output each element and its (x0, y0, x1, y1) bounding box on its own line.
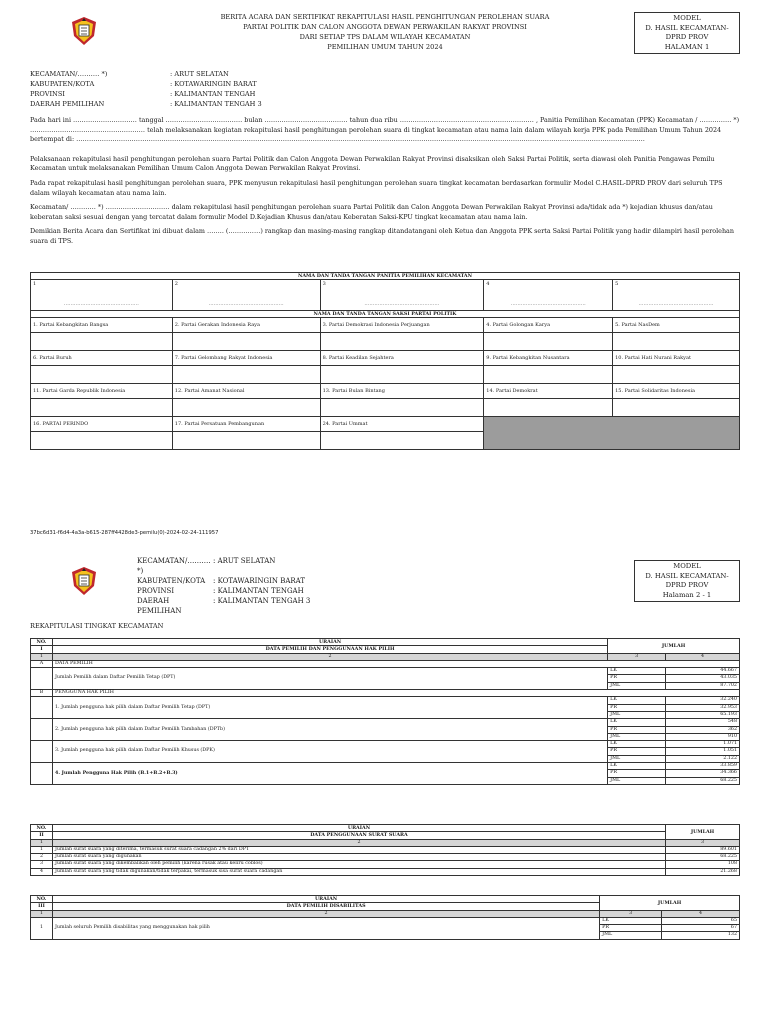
signature-space (320, 366, 484, 384)
subsection-no: B (31, 690, 53, 697)
section-title: DATA PEMILIH DISABILITAS (52, 903, 599, 910)
col-jumlah: JUMLAH (666, 825, 740, 840)
saksi-header: NAMA DAN TANDA TANGAN SAKSI PARTAI POLITIK (31, 311, 740, 318)
kpu-logo (70, 566, 98, 596)
signature-space (31, 333, 173, 351)
model-line: MODEL (673, 562, 701, 570)
party-name: 6. Partai Buruh (31, 351, 173, 366)
ppk-signature-cell (613, 280, 740, 311)
paragraph: Demikian Berita Acara dan Sertifikat ini dibuat dalam …….. (……………) rangkap dan masing-masing rangkap ditandatangani oleh Ketua dan Anggota PPK serta Saksi Partai Politik yang hadir dilampiri hasil perolehan suara di TPS. (30, 227, 734, 245)
info-value: : KALIMANTAN TENGAH (170, 90, 256, 98)
info-value: : KOTAWARINGIN BARAT (213, 577, 306, 585)
value-cell: 43.035 (666, 675, 740, 682)
model-line: D. HASIL KECAMATAN- (645, 23, 729, 32)
model-line: Halaman 2 - 1 (662, 590, 712, 599)
ppk-number: 4 (486, 281, 490, 287)
signature-space (172, 432, 320, 450)
party-name: 24. Partai Ummat (320, 417, 484, 432)
region-info-page2 (137, 556, 310, 616)
row-no: 2 (31, 854, 53, 861)
gender-label: PR (608, 675, 666, 682)
gender-label: JML (608, 711, 666, 718)
info-label: KABUPATEN/KOTA (137, 577, 206, 585)
value-cell: 89.601 (666, 846, 740, 853)
gender-label: LK (608, 697, 666, 704)
ppk-number: 2 (174, 281, 178, 287)
value-cell: 2.122 (666, 755, 740, 762)
party-name: 8. Partai Keadilan Sejahtera (320, 351, 484, 366)
paragraph: Kecamatan/ ………… *) ………………………… dalam rekapitulasi hasil penghitungan perolehan suara Partai Politik dan Calon Anggota Dewan Perwakilan Rakyat Provinsi ada/tidak ada *) kejadian khusus dan/atau keberatan saksi sesuai dengan yang tercatat dalam formulir Model D.Kejadian Khusus dan/atau Keberatan Saksi-KPU tingkat kecamatan atau nama lain. (30, 203, 713, 221)
table-row (31, 763, 740, 770)
model-line: MODEL (673, 14, 701, 22)
ppk-signature-cell (484, 280, 613, 311)
signature-space (484, 399, 613, 417)
row-label: Jumlah Pemilih dalam Daftar Pemilih Tetap (DPT) (52, 668, 607, 690)
gender-label: PR (608, 748, 666, 755)
col-index: 3 (600, 910, 662, 917)
table-row (31, 861, 740, 868)
signature-line: ……………………………………… (364, 301, 440, 307)
value-cell: 362 (666, 726, 740, 733)
info-value: : KALIMANTAN TENGAH 3 (213, 597, 311, 605)
party-name: 5. Partai NasDem (613, 318, 740, 333)
value-cell: 87.702 (666, 682, 740, 689)
section-no: II (31, 832, 53, 839)
party-name: 11. Partai Garda Republik Indonesia (31, 384, 173, 399)
region-info (30, 69, 262, 109)
table-row (31, 846, 740, 853)
info-value: : KOTAWARINGIN BARAT (170, 80, 257, 88)
gender-label: JML (608, 755, 666, 762)
info-label: KECAMATAN/………. *) (30, 70, 108, 78)
model-box (634, 560, 740, 602)
empty-cell (31, 741, 53, 763)
info-label: DAERAH PEMILIHAN (30, 100, 105, 108)
model-line: D. HASIL KECAMATAN- (645, 571, 729, 580)
ppk-number: 3 (322, 281, 326, 287)
value-cell: 68.225 (666, 777, 740, 784)
paragraph: Pada hari ini ………………………… tanggal ……………………………… bulan ………………………………… tahun dua ribu ……………………………………………………… , Panitia Pemilihan Kecamatan (PPK) Kecamatan / …………… *) ……………………………………………… telah melaksanakan kegiatan rekapitulasi hasil penghitungan perolehan suara di tingkat kecamatan atau nama lain dalam wilayah kerja PPK pada Pemilihan Umum Tahun 2024 bertempat di: …………………………………………………………………………………………………………………………………………………………………………………………………………………………………………… (30, 116, 740, 144)
party-name: 13. Partai Bulan Bintang (320, 384, 484, 399)
gender-label: PR (608, 726, 666, 733)
model-line: HALAMAN 1 (664, 42, 710, 51)
value-cell: 33.859 (666, 763, 740, 770)
party-name: 16. PARTAI PERINDO (31, 417, 173, 432)
title-line: PEMILIHAN UMUM TAHUN 2024 (327, 43, 443, 51)
paragraph: Pelaksanaan rekapitulasi hasil penghitungan perolehan suara Partai Politik dan Calon Anggota Dewan Perwakilan Rakyat Provinsi disaksikan oleh Saksi Partai Politik, serta diawasi oleh Panitia Pengawas Pemilu Kecamatan untuk melaksanakan Pemilihan Umum Calon Anggota Dewan Perwakilan Rakyat Provinsi. (30, 154, 715, 173)
signature-space (31, 366, 173, 384)
gender-label: JML (608, 682, 666, 689)
col-index: 2 (52, 839, 665, 846)
col-no: NO. (31, 825, 53, 832)
value-cell: 910 (666, 733, 740, 740)
gender-label: LK (608, 741, 666, 748)
info-value: : KALIMANTAN TENGAH (213, 587, 304, 595)
row-label: 3. Jumlah pengguna hak pilih dalam Daftar Pemilih Khusus (DPK) (52, 741, 607, 763)
signature-space (484, 366, 613, 384)
signature-space (320, 333, 484, 351)
voter-usage-rows (31, 697, 740, 785)
row-label: Jumlah surat suara yang digunakan (52, 854, 665, 861)
title-line: BERITA ACARA DAN SERTIFIKAT REKAPITULASI HASIL PENGHITUNGAN PEROLEHAN SUARA (220, 13, 550, 21)
signature-line: ……………………………………… (638, 301, 714, 307)
empty-cell (31, 668, 53, 690)
gender-label: JML (600, 932, 662, 939)
value-cell: 34.366 (666, 770, 740, 777)
signature-space (172, 333, 320, 351)
row-no: 3 (31, 861, 53, 868)
signature-space (320, 432, 484, 450)
title-line: PARTAI POLITIK DAN CALON ANGGOTA DEWAN PERWAKILAN RAKYAT PROVINSI (243, 23, 527, 31)
value-cell: 108 (666, 861, 740, 868)
table-row (31, 741, 740, 748)
party-name: 15. Partai Solidaritas Indonesia (613, 384, 740, 399)
table-row (31, 854, 740, 861)
gender-label: PR (600, 925, 662, 932)
col-index: 3 (666, 839, 740, 846)
col-index: 3 (608, 653, 666, 660)
party-name: 2. Partai Gerakan Indonesia Raya (172, 318, 320, 333)
info-label: PROVINSI (137, 587, 175, 595)
signature-space (31, 399, 173, 417)
party-name: 17. Partai Persatuan Pembangunan (172, 417, 320, 432)
signature-space (172, 366, 320, 384)
row-label: Jumlah surat suara yang tidak digunakan/tidak terpakai, termasuk sisa surat suara cadangan (52, 868, 665, 875)
info-label: KABUPATEN/KOTA (30, 80, 95, 88)
col-uraian: URAIAN (52, 639, 607, 646)
model-line: DPRD PROV (665, 33, 709, 41)
signature-line: ……………………………………… (208, 301, 284, 307)
row-no: 1 (31, 846, 53, 853)
document-title (190, 12, 580, 52)
party-name: 7. Partai Gelombang Rakyat Indonesia (172, 351, 320, 366)
signature-space (484, 333, 613, 351)
empty-cell (31, 719, 53, 741)
section-title: DATA PEMILIH DAN PENGGUNAAN HAK PILIH (52, 646, 607, 653)
ppk-signature-cell (31, 280, 173, 311)
table-row (31, 697, 740, 704)
empty-cell (31, 697, 53, 719)
party-name: 3. Partai Demokrasi Indonesia Perjuangan (320, 318, 484, 333)
section-title: DATA PENGGUNAAN SURAT SUARA (52, 832, 665, 839)
ppk-header: NAMA DAN TANDA TANGAN PANITIA PEMILIHAN KECAMATAN (31, 273, 740, 280)
info-label: PROVINSI (30, 90, 65, 98)
value-cell: 21.268 (666, 868, 740, 875)
party-name: 1. Partai Kebangkitan Bangsa (31, 318, 173, 333)
row-label: 2. Jumlah pengguna hak pilih dalam Daftar Pemilih Tambahan (DPTb) (52, 719, 607, 741)
col-jumlah: JUMLAH (608, 639, 740, 654)
party-name: 12. Partai Amanat Nasional (172, 384, 320, 399)
party-name: 9. Partai Kebangkitan Nusantara (484, 351, 613, 366)
value-cell: 65.193 (666, 711, 740, 718)
empty-cell (31, 763, 53, 785)
col-index: 1 (31, 910, 53, 917)
ppk-number: 1 (33, 281, 37, 287)
subsection-label: DATA PEMILIH (52, 660, 739, 667)
signature-space (613, 333, 740, 351)
table-row (31, 868, 740, 875)
row-label: Jumlah surat suara yang dikembalikan oleh pemilih (karena rusak atau keliru coblos) (52, 861, 665, 868)
value-cell: 65 (662, 917, 740, 924)
subsection-label: PENGGUNA HAK PILIH (52, 690, 739, 697)
gender-label: JML (608, 777, 666, 784)
value-cell: 548 (666, 719, 740, 726)
col-uraian: URAIAN (52, 896, 599, 903)
signature-space (31, 432, 173, 450)
signature-line: ……………………………………… (510, 301, 586, 307)
col-no: NO. (31, 639, 53, 646)
rekap-title: REKAPITULASI TINGKAT KECAMATAN (30, 622, 164, 630)
section-no: I (31, 646, 53, 653)
document-id: 37bc6d31-f6d4-4a3a-b615-287ff4428de3-pemilu(0)-2024-02-24-111957 (30, 530, 219, 536)
signature-table (30, 272, 740, 450)
value-cell: 1.051 (666, 748, 740, 755)
gender-label: LK (608, 719, 666, 726)
value-cell: 32.240 (666, 697, 740, 704)
party-name: 10. Partai Hati Nurani Rakyat (613, 351, 740, 366)
signature-space (613, 366, 740, 384)
info-value: : KALIMANTAN TENGAH 3 (170, 100, 262, 108)
col-uraian: URAIAN (52, 825, 665, 832)
row-no: 1 (31, 917, 53, 939)
value-cell: 1.071 (666, 741, 740, 748)
paragraph: Pada rapat rekapitulasi hasil penghitungan perolehan suara, PPK menyusun rekapitulasi hasil penghitungan perolehan suara tingkat kecamatan berdasarkan formulir Model C.HASIL-DPRD PROV dari seluruh TPS dalam wilayah kecamatan atau nama lain. (30, 178, 723, 197)
section-no: III (31, 903, 53, 910)
model-line: DPRD PROV (665, 581, 709, 589)
gender-label: PR (608, 770, 666, 777)
gender-label: LK (608, 668, 666, 675)
gender-label: LK (600, 917, 662, 924)
info-value: : ARUT SELATAN (170, 70, 229, 78)
value-cell: 68.225 (666, 854, 740, 861)
info-label: KECAMATAN/………. *) (137, 557, 211, 575)
signature-space (172, 399, 320, 417)
row-no: 4 (31, 868, 53, 875)
col-index: 2 (52, 653, 607, 660)
party-name: 4. Partai Golongan Karya (484, 318, 613, 333)
value-cell: 32.953 (666, 704, 740, 711)
ppk-signature-cell (320, 280, 484, 311)
value-cell: 44.667 (666, 668, 740, 675)
value-cell: 132 (662, 932, 740, 939)
report-paragraphs (30, 116, 742, 252)
table-disability-voters (30, 895, 740, 940)
value-cell: 67 (662, 925, 740, 932)
model-box (634, 12, 740, 54)
gender-label: LK (608, 763, 666, 770)
table-ballot-usage (30, 824, 740, 876)
ppk-number: 5 (615, 281, 619, 287)
col-index: 2 (52, 910, 599, 917)
col-index: 4 (662, 910, 740, 917)
info-value: : ARUT SELATAN (213, 557, 276, 565)
kpu-logo (70, 16, 98, 46)
gender-label: PR (608, 704, 666, 711)
signature-line: ……………………………………… (63, 301, 139, 307)
table-row (31, 719, 740, 726)
table-voter-data (30, 638, 740, 785)
title-line: DARI SETIAP TPS DALAM WILAYAH KECAMATAN (299, 33, 471, 41)
unused-cell (484, 417, 740, 450)
row-label: 4. Jumlah Pengguna Hak Pilih (B.1+B.2+B.3) (52, 763, 607, 785)
subsection-no: A (31, 660, 53, 667)
col-index: 1 (31, 653, 53, 660)
ballot-rows (31, 846, 740, 875)
col-no: NO. (31, 896, 53, 903)
gender-label: JML (608, 733, 666, 740)
col-index: 4 (666, 653, 740, 660)
info-label: DAERAH PEMILIHAN (137, 597, 182, 615)
col-index: 1 (31, 839, 53, 846)
signature-space (613, 399, 740, 417)
signature-space (320, 399, 484, 417)
col-jumlah: JUMLAH (600, 896, 740, 911)
party-name: 14. Partai Demokrat (484, 384, 613, 399)
row-label: Jumlah seluruh Pemilih disabilitas yang menggunakan hak pilih (52, 917, 599, 939)
row-label: 1. Jumlah pengguna hak pilih dalam Daftar Pemilih Tetap (DPT) (52, 697, 607, 719)
ppk-signature-cell (172, 280, 320, 311)
row-label: Jumlah surat suara yang diterima, termasuk surat suara cadangan 2% dari DPT (52, 846, 665, 853)
